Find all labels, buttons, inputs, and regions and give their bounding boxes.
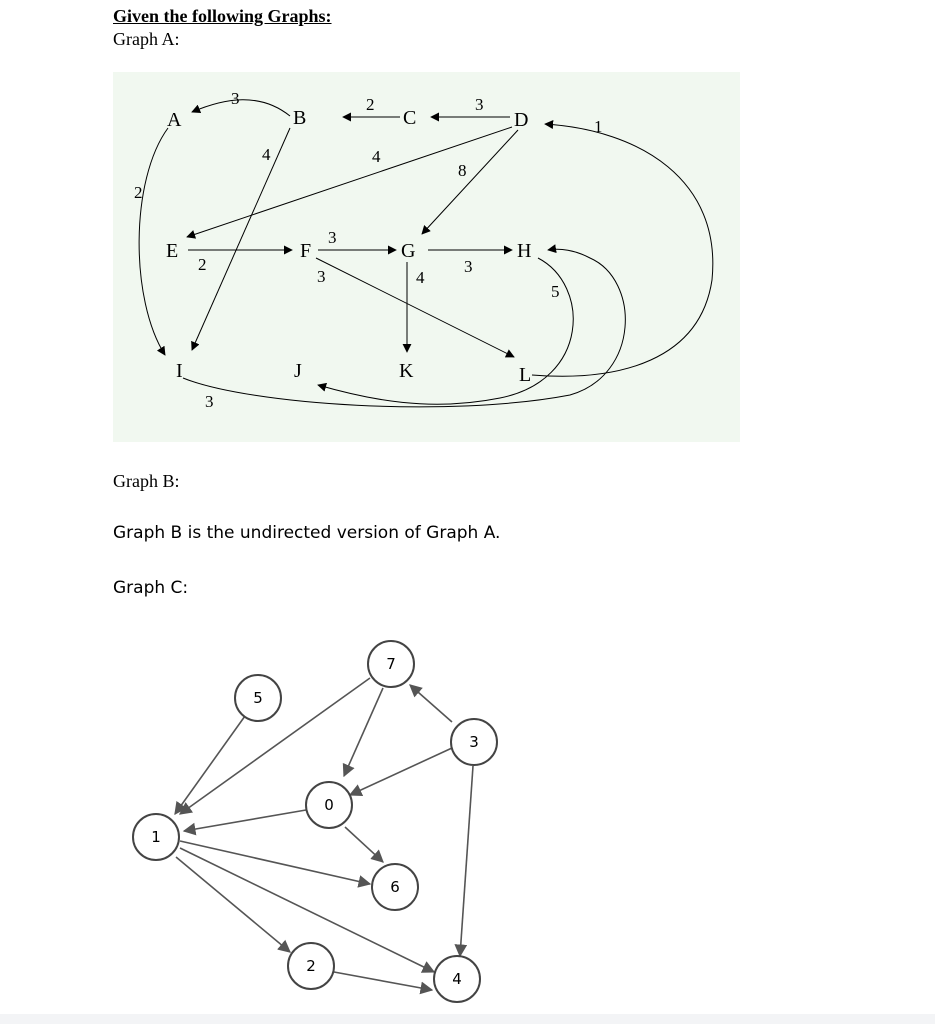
weight-i-h: 3 [205, 392, 214, 411]
graph-b-description: Graph B is the undirected version of Graph A. [113, 523, 501, 543]
page-bottom-strip [0, 1014, 935, 1024]
node-g: G [401, 240, 416, 262]
weight-g-k: 4 [416, 268, 425, 287]
svg-text:2: 2 [306, 957, 316, 975]
weight-b-a: 3 [231, 89, 240, 108]
node-e: E [166, 240, 179, 262]
node-b: B [293, 107, 307, 129]
node-h: H [517, 240, 532, 262]
node-k: K [399, 360, 414, 382]
weight-d-e: 4 [372, 147, 381, 166]
graph-b-label: Graph B: [113, 471, 180, 491]
weight-d-c: 3 [475, 95, 484, 114]
node-i: I [176, 360, 183, 382]
weight-f-g: 3 [328, 228, 337, 247]
weight-b-i: 4 [262, 145, 271, 164]
edge-1-2 [176, 857, 290, 952]
weight-e-f: 2 [198, 255, 207, 274]
node-f: F [300, 240, 312, 262]
svg-text:7: 7 [386, 655, 396, 673]
node-c-7 [368, 641, 414, 687]
svg-text:5: 5 [253, 689, 263, 707]
node-a: A [167, 109, 182, 131]
edge-2-4 [334, 972, 432, 990]
svg-text:1: 1 [151, 828, 161, 846]
node-c-1 [133, 814, 179, 860]
weight-g-h: 3 [464, 257, 473, 276]
svg-text:0: 0 [324, 796, 334, 814]
node-d: D [514, 109, 529, 131]
weight-l-d: 1 [594, 117, 603, 136]
node-c-5 [235, 675, 281, 721]
graph-c-edges [175, 678, 473, 990]
weight-c-b: 2 [366, 95, 375, 114]
graph-c-nodes [133, 641, 497, 1002]
node-c-0 [306, 782, 352, 828]
edge-0-6 [345, 827, 383, 862]
edge-5-1 [175, 716, 245, 814]
svg-text:3: 3 [469, 733, 479, 751]
node-c-4 [434, 956, 480, 1002]
weight-d-g: 8 [458, 161, 467, 180]
edge-7-0 [344, 688, 383, 776]
graph-a-background [113, 72, 740, 442]
edge-0-1 [184, 810, 306, 831]
graph-c-label: Graph C: [113, 578, 189, 598]
weight-f-l: 3 [317, 267, 326, 286]
node-l: L [519, 364, 532, 386]
page-title: Given the following Graphs: [113, 6, 332, 26]
svg-text:6: 6 [390, 878, 400, 896]
node-c-6 [372, 864, 418, 910]
svg-text:4: 4 [452, 970, 462, 988]
node-c-2 [288, 943, 334, 989]
edge-3-7 [410, 685, 452, 722]
graph-a-label: Graph A: [113, 29, 180, 49]
edge-3-0 [350, 748, 452, 795]
weight-a-i: 2 [134, 183, 143, 202]
node-j: J [294, 360, 302, 382]
edge-3-4 [460, 766, 473, 956]
node-c: C [403, 107, 417, 129]
weight-h-j: 5 [551, 282, 560, 301]
node-c-3 [451, 719, 497, 765]
